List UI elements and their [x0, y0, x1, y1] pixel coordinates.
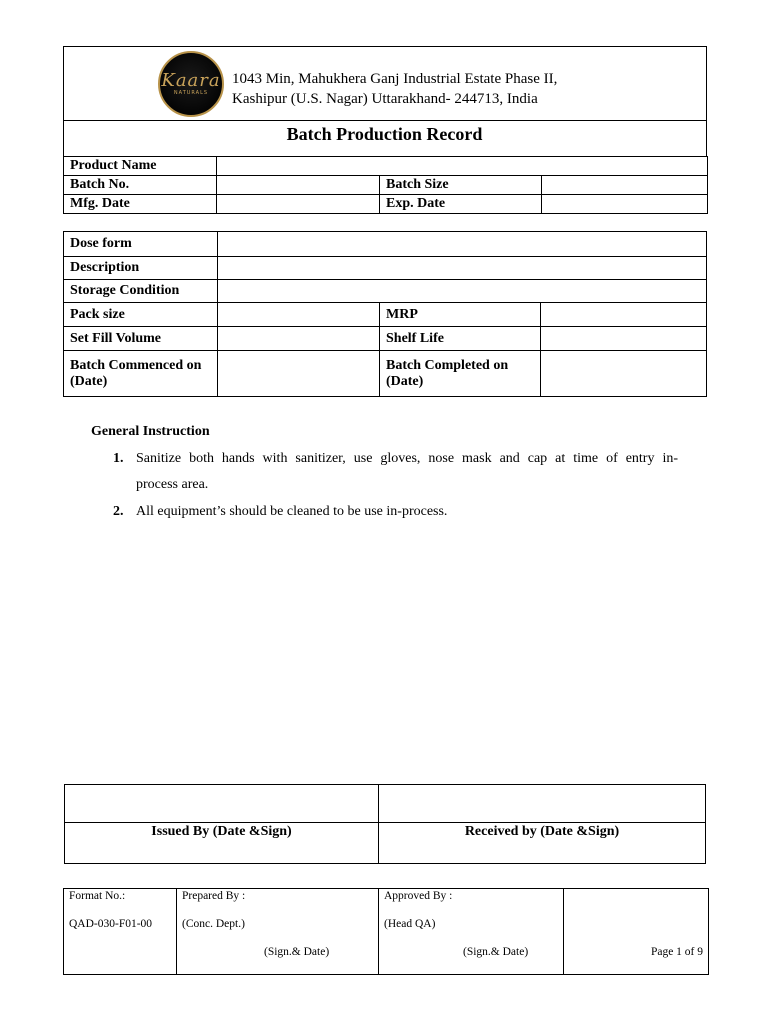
batch-completed-label: Batch Completed on (Date) — [380, 351, 541, 397]
table-row — [64, 257, 707, 280]
description-label: Description — [64, 257, 218, 280]
received-by-sign-area[interactable] — [379, 785, 706, 823]
mrp-label: MRP — [380, 303, 541, 327]
address-line-1: 1043 Min, Mahukhera Ganj Industrial Estate Phase II, — [232, 71, 558, 87]
shelf-life-value[interactable] — [541, 327, 707, 351]
instruction-2-line-1: All equipment’s should be cleaned to be use in-process. — [136, 504, 448, 519]
approved-cell — [379, 889, 564, 975]
issued-by-label: Issued By (Date &Sign) — [65, 823, 379, 864]
exp-date-label: Exp. Date — [380, 195, 542, 214]
instruction-1-line-2: process area. — [136, 477, 209, 492]
details-table — [63, 231, 707, 397]
approved-sign: (Sign.& Date) — [463, 946, 529, 958]
prepared-sign: (Sign.& Date) — [264, 946, 330, 958]
product-name-value[interactable] — [217, 157, 708, 176]
format-cell — [64, 889, 177, 975]
fill-volume-value[interactable] — [218, 327, 380, 351]
batch-commenced-label: Batch Commenced on (Date) — [64, 351, 218, 397]
footer-table — [63, 888, 709, 975]
pack-size-label: Pack size — [64, 303, 218, 327]
page-cell — [564, 889, 709, 975]
table-row — [65, 823, 706, 864]
mfg-date-label: Mfg. Date — [64, 195, 217, 214]
storage-condition-label: Storage Condition — [64, 280, 218, 303]
dose-form-label: Dose form — [64, 232, 218, 257]
batch-no-value[interactable] — [217, 176, 380, 195]
product-table — [63, 156, 708, 214]
table-row — [64, 303, 707, 327]
description-value[interactable] — [218, 257, 707, 280]
table-row — [64, 351, 707, 397]
storage-condition-value[interactable] — [218, 280, 707, 303]
prepared-label: Prepared By : — [182, 890, 246, 902]
table-row — [64, 232, 707, 257]
batch-completed-value[interactable] — [541, 351, 707, 397]
format-label: Format No.: — [69, 890, 126, 902]
table-row — [64, 889, 709, 975]
batch-commenced-value[interactable] — [218, 351, 380, 397]
table-row — [64, 176, 708, 195]
table-row — [64, 195, 708, 214]
fill-volume-label: Set Fill Volume — [64, 327, 218, 351]
approved-dept: (Head QA) — [384, 918, 436, 930]
prepared-dept: (Conc. Dept.) — [182, 918, 245, 930]
table-row — [65, 785, 706, 823]
instruction-1-line-1: Sanitize both hands with sanitizer, use gloves, nose mask and cap at time of entry in- — [136, 451, 678, 466]
address-line-2: Kashipur (U.S. Nagar) Uttarakhand- 244713, India — [232, 91, 538, 107]
mfg-date-value[interactable] — [217, 195, 380, 214]
instruction-2-number: 2. — [113, 504, 124, 519]
table-row — [64, 327, 707, 351]
product-name-label: Product Name — [64, 157, 217, 176]
instruction-1-number: 1. — [113, 451, 124, 466]
batch-size-value[interactable] — [542, 176, 708, 195]
issued-by-sign-area[interactable] — [65, 785, 379, 823]
shelf-life-label: Shelf Life — [380, 327, 541, 351]
prepared-cell — [177, 889, 379, 975]
batch-no-label: Batch No. — [64, 176, 217, 195]
received-by-label: Received by (Date &Sign) — [379, 823, 706, 864]
pack-size-value[interactable] — [218, 303, 380, 327]
signoff-table — [64, 784, 706, 864]
dose-form-value[interactable] — [218, 232, 707, 257]
exp-date-value[interactable] — [542, 195, 708, 214]
table-row — [64, 157, 708, 176]
logo-subtext: NATURALS — [173, 90, 209, 96]
approved-label: Approved By : — [384, 890, 453, 902]
page-number: Page 1 of 9 — [650, 946, 703, 958]
batch-size-label: Batch Size — [380, 176, 542, 195]
general-instruction-heading: General Instruction — [91, 424, 210, 439]
company-logo — [158, 51, 224, 117]
table-row — [64, 280, 707, 303]
format-value: QAD-030-F01-00 — [69, 918, 153, 930]
page-title: Batch Production Record — [286, 124, 483, 144]
mrp-value[interactable] — [541, 303, 707, 327]
logo-script: Kaara — [161, 70, 221, 91]
